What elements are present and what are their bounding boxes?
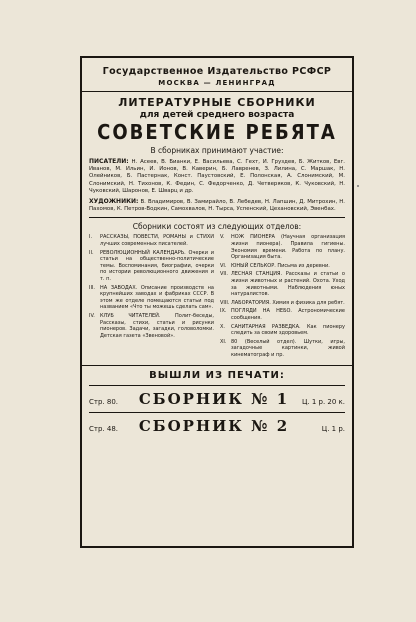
published-heading: ВЫШЛИ ИЗ ПЕЧАТИ: (149, 369, 285, 381)
section-text: КЛУБ ЧИТАТЕЛЕЙ. Полит-беседы, Рассказы, стихи, статьи и рисунки пионеров. Задачи, загадки, головоломки. Детская газета «Звеновой». (100, 312, 214, 339)
paper-speck (357, 185, 359, 187)
section-item (220, 271, 345, 297)
section-number: IV. (89, 312, 95, 319)
series-subheading: для детей среднего возраста (139, 110, 295, 120)
artists-names: В. Владимиров, В. Замирайло, В. Лебедев, Н. Лапшин, Д. Митрохин, Н. Пахомов, К. Петров-Водкин, Самохвалов, Н. Тырса, Успенский, Цехановский, Эвенбах. (89, 199, 345, 213)
artists-list (89, 198, 345, 213)
publisher-name: Государственное Издательство РСФСР (102, 66, 332, 77)
section-item (89, 313, 214, 339)
section-item (89, 285, 214, 311)
section-number: X. (220, 323, 226, 330)
section-number: IX. (220, 308, 227, 315)
section-text: НОЖ ПИОНЕРА (Научная организация жизни пионера). Правила гигиены. Экономия времени. Работа по плану. Организация быта. (231, 234, 345, 261)
book-pages: Стр. 48. (89, 424, 118, 433)
book-price: Ц. 1 р. (321, 424, 345, 433)
section-number: III. (89, 284, 96, 291)
section-text: САНИТАРНАЯ РАЗВЕДКА. Как пионеру следить за своим здоровьем. (231, 323, 345, 337)
divider (89, 217, 345, 218)
book-entry (89, 390, 345, 408)
section-item (220, 339, 345, 359)
divider (82, 91, 352, 92)
section-number: VIII. (220, 299, 230, 306)
book-entry (89, 417, 345, 435)
section-text: РЕВОЛЮЦИОННЫЙ КАЛЕНДАРЬ. Очерки и статьи на общественно-политические темы. Воспоминания, биографии, очерки по истории революционного движения и т. п. (100, 249, 214, 282)
section-item (220, 234, 345, 260)
sections-columns (89, 234, 345, 360)
section-number: V. (220, 234, 225, 241)
section-item (220, 308, 345, 321)
divider (82, 365, 352, 366)
section-number: I. (89, 234, 93, 241)
book-pages: Стр. 80. (89, 397, 118, 406)
section-number: VII. (220, 271, 228, 278)
section-text: 80 (Веселый отдел). Шутки, игры, загадочные картинки, живой кинематограф и пр. (231, 338, 345, 358)
sections-right-column (220, 234, 345, 360)
artists-label: ХУДОЖНИКИ: (89, 198, 139, 206)
divider (89, 385, 345, 386)
section-item (220, 263, 345, 270)
publisher-city: МОСКВА — ЛЕНИНГРАД (158, 79, 276, 87)
writers-names: Н. Асеев, В. Бианки, Е. Васильева, С. Гехт, И. Груздев, Б. Житков, Евг. Иванов, М. Ильин, И. Ионов, В. Каверин, Б. Лавренев, З. Лилина, С. Маршак, Н. Олейников, Б. Пастернак, Конст. Паустовский, Е. Полонская, А. Слонимский, М. Слонимский, Н. Тихонов, К. Федин, С. Федорченко, Д. Четверяков, К. Чуковский, Н. Чуковский, Шаронов, Е. Шварц и др. (89, 159, 345, 194)
section-item (89, 250, 214, 283)
book-title: СБОРНИК № 2 (138, 416, 290, 435)
contributors-intro: В сборниках принимают участие: (150, 146, 284, 155)
book-title: СБОРНИК № 1 (138, 389, 290, 408)
section-text: ЮНЫЙ СЕЛЬКОР. Письма из деревни. (231, 262, 330, 269)
section-text: ПОГЛЯДИ НА НЕБО. Астрономические сообщения. (231, 308, 345, 321)
writers-label: ПИСАТЕЛИ: (89, 158, 129, 165)
section-item (89, 234, 214, 247)
section-number: XI. (220, 338, 227, 345)
section-text: РАССКАЗЫ, ПОВЕСТИ, РОМАНЫ и СТИХИ лучших современных писателей. (100, 234, 214, 248)
section-text: ЛЕСНАЯ СТАНЦИЯ. Рассказы и статьи о жизни животных и растений. Охота. Уход за животными. Наблюдения юных натуралистов. (231, 271, 345, 298)
series-title: СОВЕТСКИЕ РЕБЯТА (97, 120, 337, 145)
section-item (220, 300, 345, 307)
sections-intro: Сборники состоят из следующих отделов: (132, 222, 302, 232)
writers-list (89, 158, 345, 195)
section-text: НА ЗАВОДАХ. Описание производств на крупнейших заводах и фабриках СССР. В этом же отделе помещаются статьи под названием «Что ты можешь сделать сам». (100, 284, 214, 311)
section-number: VI. (220, 262, 227, 269)
sections-left-column (89, 234, 214, 360)
divider (89, 412, 345, 413)
section-text: ЛАБОРАТОРИЯ. Химия и физика для ребят. (231, 299, 345, 306)
section-item (220, 324, 345, 337)
series-heading: ЛИТЕРАТУРНЫЕ СБОРНИКИ (118, 96, 316, 109)
advertisement-frame (80, 56, 354, 548)
section-number: II. (89, 249, 94, 256)
book-price: Ц. 1 р. 20 к. (301, 397, 345, 406)
